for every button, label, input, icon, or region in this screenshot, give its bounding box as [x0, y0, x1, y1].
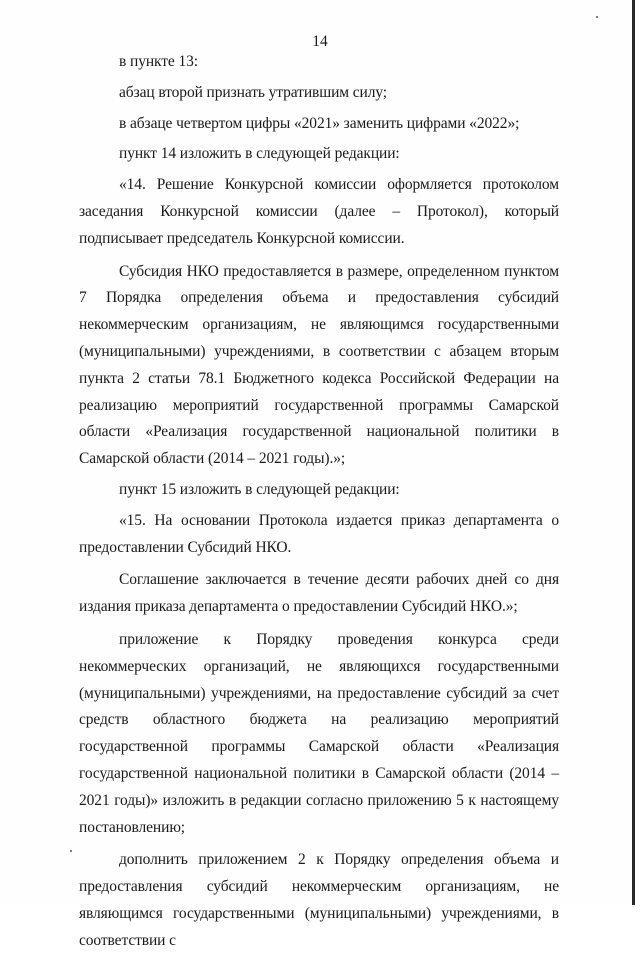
paragraph: абзац второй признать утратившим силу;: [119, 83, 388, 101]
paragraph: Субсидия НКО предоставляется в размере, определенном пунктом 7 Порядка определения объема и предоставления субсидий некоммерческим организациям, не являющимся государственными (муниципальными) учреждениями, в соответствии с абзацем вторым пункта 2 статьи 78.1 Бюджетного кодекса Российской Федерации на реализацию мероприятий государственной программы Самарской области «Реализация государственной национальной политики в Самарской области (2014 – 2021 годы).»;: [79, 262, 559, 468]
paragraph: приложение к Порядку проведения конкурса среди некоммерческих организаций, не являющихся государственными (муниципальными) учреждениями, на предоставление субсидий за счет средств областного бюджета на реализацию мероприятий государственной программы Самарской области «Реализация государственной национальной политики в Самарской области (2014 – 2021 годы)» изложить в редакции согласно приложению 5 к настоящему постановлению;: [79, 630, 559, 836]
paragraph: Соглашение заключается в течение десяти рабочих дней со дня издания приказа департамента о предоставлении Субсидий НКО.»;: [79, 571, 559, 616]
scan-speck: [70, 850, 72, 852]
paragraph: «14. Решение Конкурсной комиссии оформляется протоколом заседания Конкурсной комиссии (далее – Протокол), который подписывает председатель Конкурсной комиссии.: [79, 176, 559, 247]
paragraph: пункт 14 изложить в следующей редакции:: [119, 145, 400, 163]
paragraph: дополнить приложением 2 к Порядку определения объема и предоставления субсидий некоммерческим организациям, не являющимся государственными (муниципальными) учреждениями, в соответствии с: [79, 851, 559, 949]
paragraph: в пункте 13:: [119, 53, 198, 70]
paragraph: в абзаце четвертом цифры «2021» заменить цифрами «2022»;: [119, 114, 520, 132]
document-body: [79, 49, 559, 955]
page-number: 14: [312, 33, 328, 50]
paragraph: «15. На основании Протокола издается приказ департамента о предоставлении Субсидий НКО.: [79, 511, 559, 556]
scan-speck: [596, 16, 598, 18]
paragraph: пункт 15 изложить в следующей редакции:: [119, 480, 400, 498]
scan-edge: [632, 0, 635, 905]
